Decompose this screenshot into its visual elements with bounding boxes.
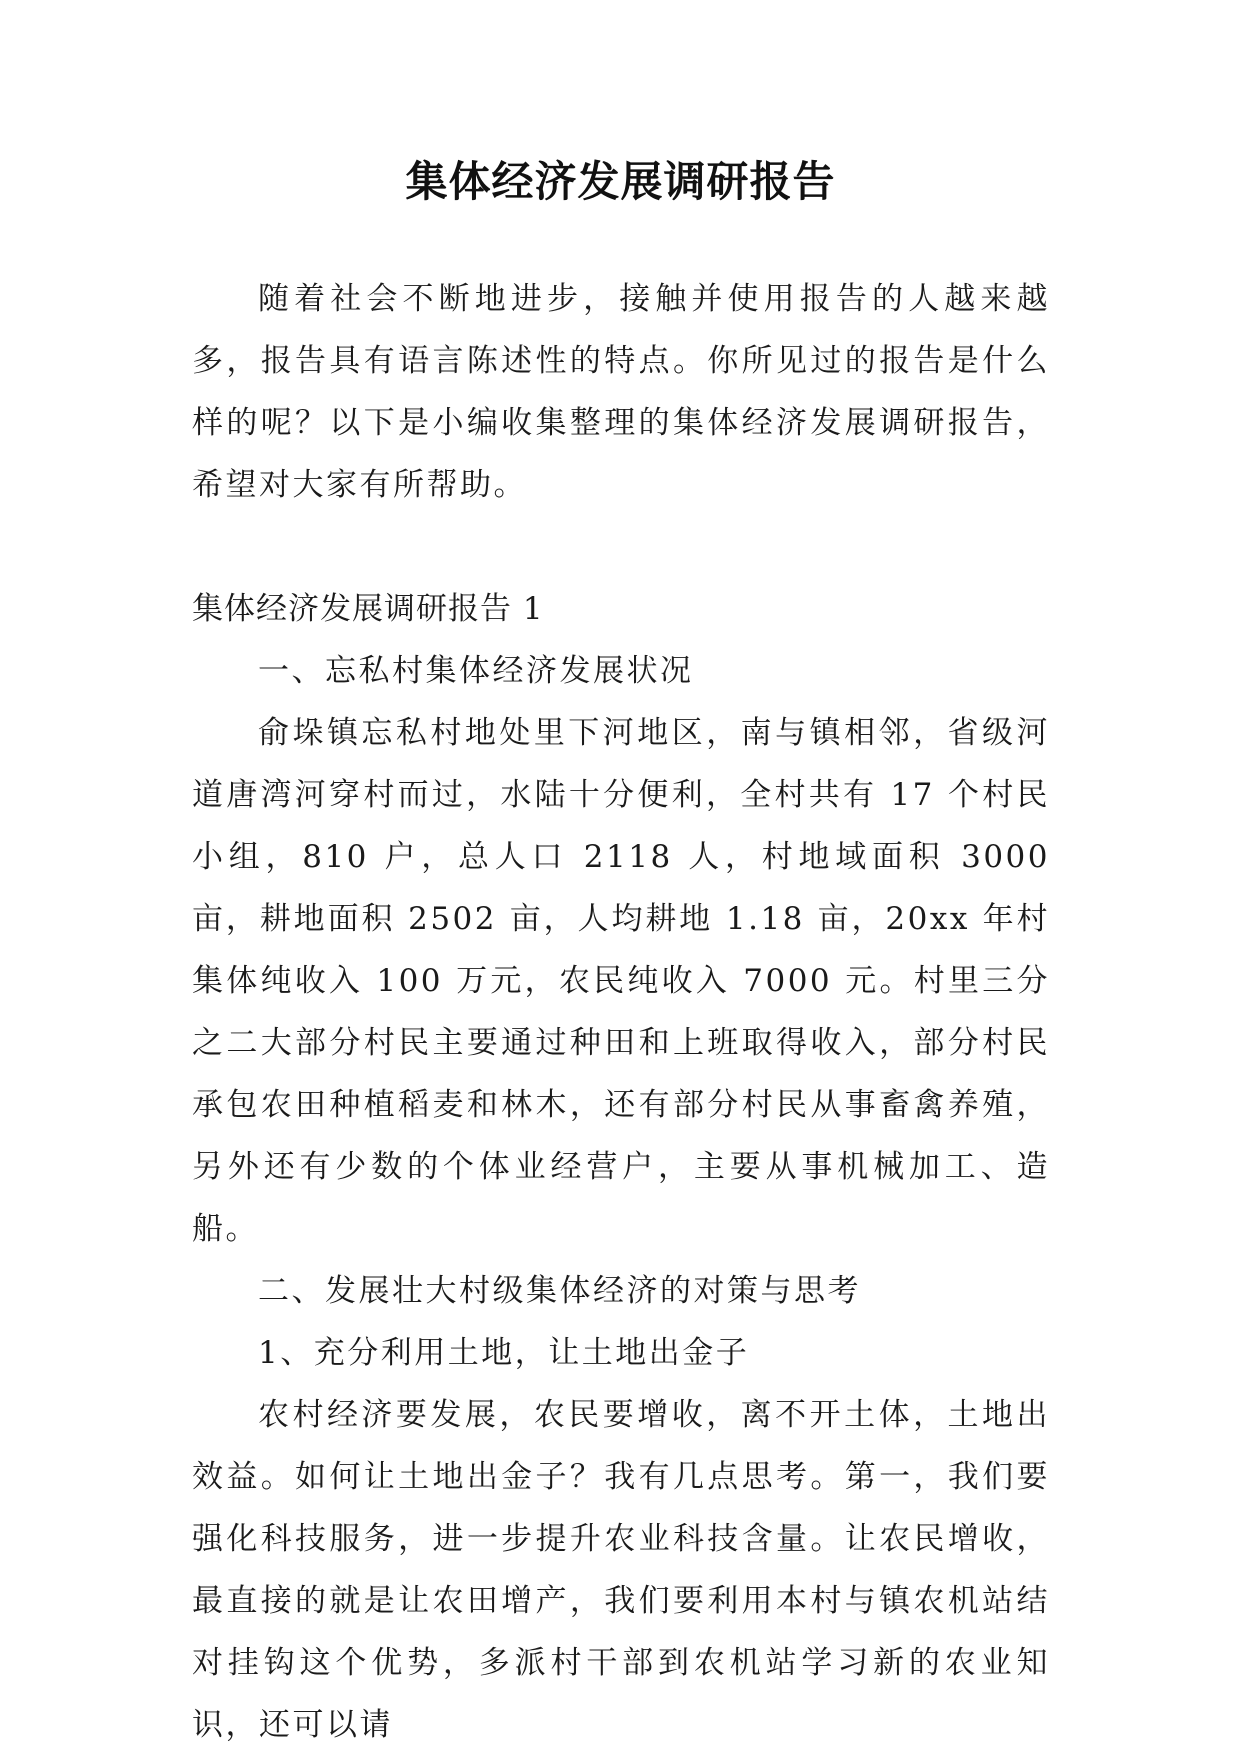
report-content [192, 640, 1050, 1756]
subheading-land-use: 1、充分利用土地，让土地出金子 [258, 1335, 750, 1371]
paragraph-land-use: 农村经济要发展，农民要增收，离不开土体，土地出效益。如何让土地出金子？我有几点思考。第一，我们要强化科技服务，进一步提升农业科技含量。让农民增收，最直接的就是让农田增产，我们要利用本村与镇农机站结对挂钩这个优势，多派村干部到农机站学习新的农业知识，还可以请 [192, 1397, 1050, 1743]
intro-block [192, 268, 1050, 516]
paragraph-village-overview: 俞垛镇忘私村地处里下河地区，南与镇相邻，省级河道唐湾河穿村而过，水陆十分便利，全村共有 17 个村民小组，810 户，总人口 2118 人，村地域面积 3000 亩，耕地面积 2502 亩，人均耕地 1.18 亩，20xx 年村集体纯收入 100 万元，农民纯收入 7000 元。村里三分之二大部分村民主要通过种田和上班取得收入，部分村民承包农田种植稻麦和林木，还有部分村民从事畜禽养殖，另外还有少数的个体业经营户，主要从事机械加工、造船。 [192, 715, 1050, 1247]
heading-strategies: 二、发展壮大村级集体经济的对策与思考 [258, 1273, 861, 1309]
intro-paragraph: 随着社会不断地进步，接触并使用报告的人越来越多，报告具有语言陈述性的特点。你所见过的报告是什么样的呢？以下是小编收集整理的集体经济发展调研报告，希望对大家有所帮助。 [192, 281, 1050, 503]
document-title: 集体经济发展调研报告 [405, 157, 836, 206]
section-title: 集体经济发展调研报告 1 [192, 591, 544, 627]
heading-status: 一、忘私村集体经济发展状况 [258, 653, 694, 689]
